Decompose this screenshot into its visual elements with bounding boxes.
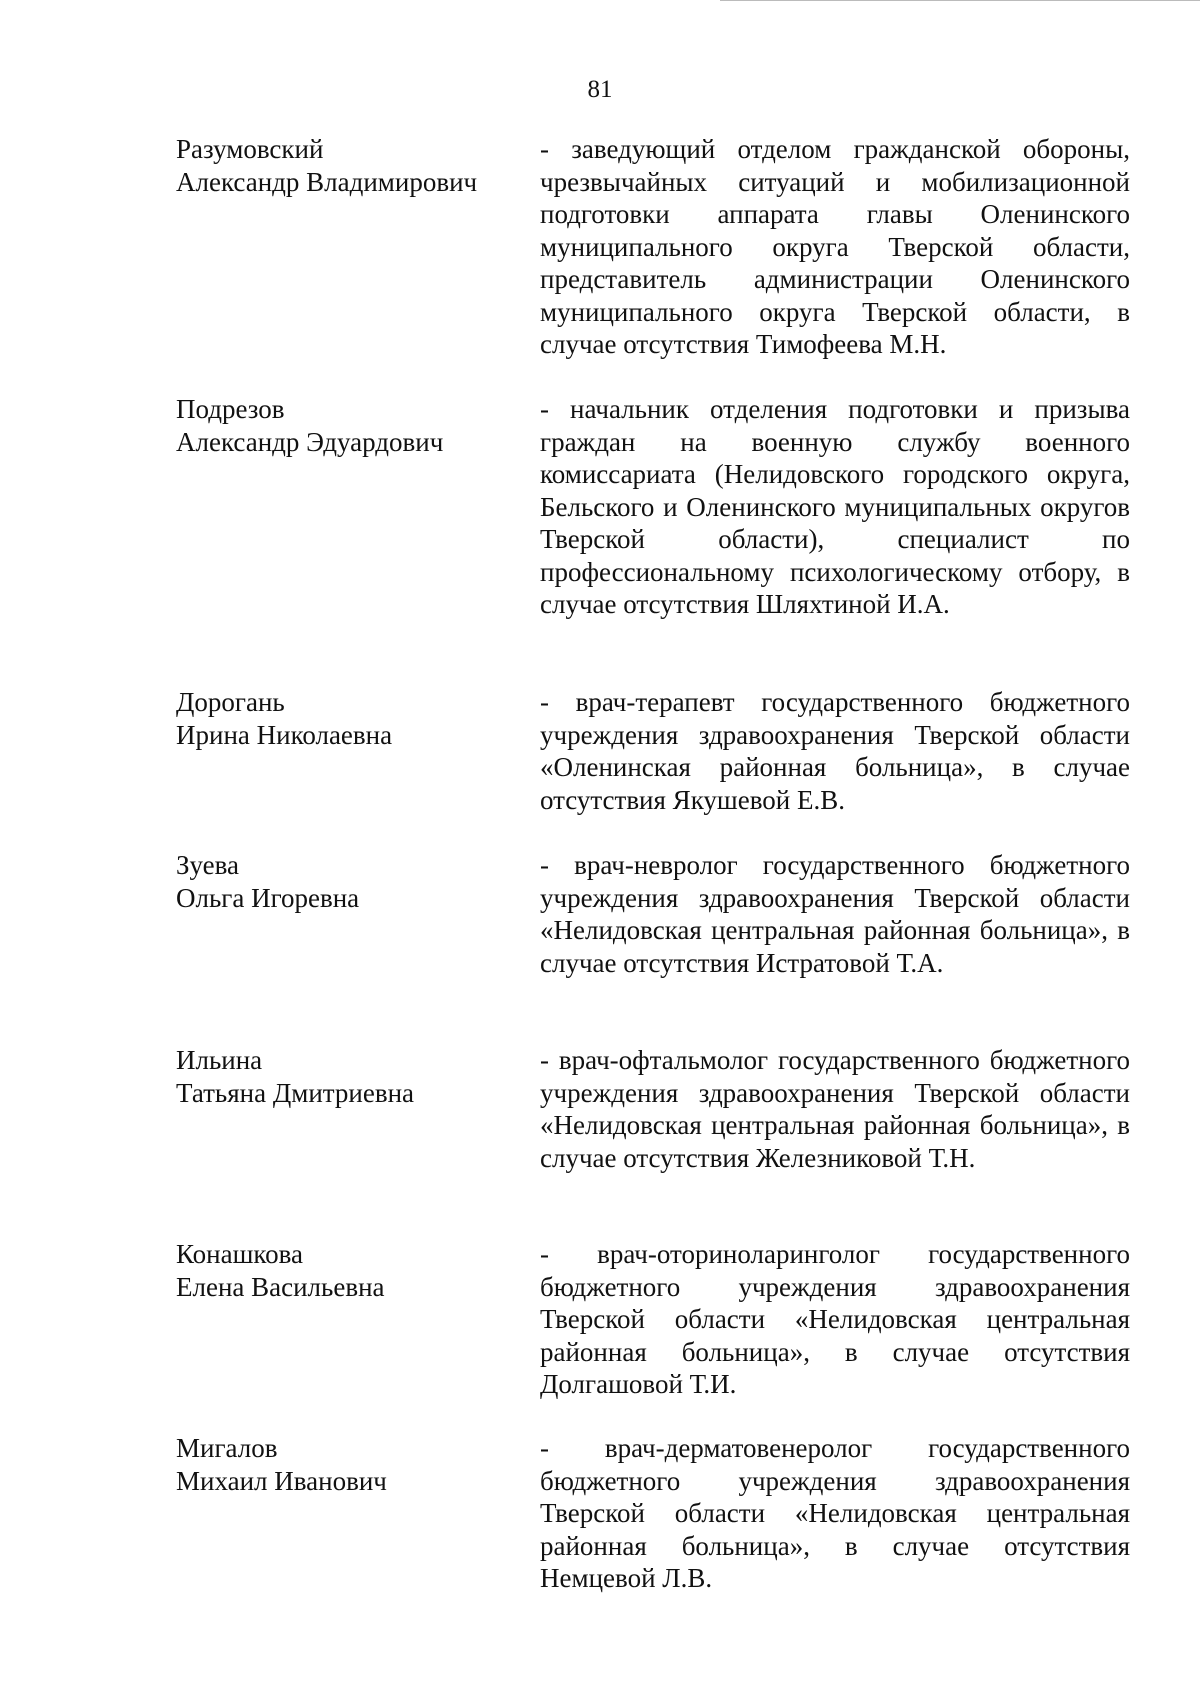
member-surname: Мигалов (176, 1433, 278, 1463)
member-position: - врач-офтальмолог государственного бюджетного учреждения здравоохранения Тверской области «Нелидовская центральная районная больница», в случае отсутствия Железниковой Т.Н. (540, 1045, 1130, 1173)
member-position: - заведующий отделом гражданской обороны, чрезвычайных ситуаций и мобилизационной подготовки аппарата главы Оленинского муниципального округа Тверской области, представитель администрации Оленинского муниципального округа Тверской области, в случае отсутствия Тимофеева М.Н. (540, 134, 1130, 359)
member-name (176, 133, 536, 198)
member-surname: Подрезов (176, 394, 285, 424)
member-given-names: Михаил Иванович (176, 1465, 387, 1496)
member-position: - начальник отделения подготовки и призыва граждан на военную службу военного комиссариата (Нелидовского городского округа, Бельского и Оленинского муниципальных округов Тверской области), специалист по профессиональному психологическому отбору, в случае отсутствия Шляхтиной И.А. (540, 394, 1130, 619)
member-position: - врач-терапевт государственного бюджетного учреждения здравоохранения Тверской области «Оленинская районная больница», в случае отсутствия Якушевой Е.В. (540, 687, 1130, 815)
member-name (176, 849, 536, 914)
member-surname: Ильина (176, 1045, 263, 1075)
member-name (176, 393, 536, 458)
member-surname: Разумовский (176, 134, 324, 164)
scan-edge-line (720, 0, 1200, 1)
member-given-names: Ольга Игоревна (176, 882, 360, 913)
member-surname: Зуева (176, 850, 240, 880)
member-surname: Конашкова (176, 1239, 304, 1269)
member-name (176, 1432, 536, 1497)
member-given-names: Татьяна Дмитриевна (176, 1077, 415, 1108)
member-given-names: Александр Владимирович (176, 166, 478, 197)
member-position: - врач-невролог государственного бюджетного учреждения здравоохранения Тверской области «Нелидовская центральная районная больница», в случае отсутствия Истратовой Т.А. (540, 850, 1130, 978)
member-name (176, 686, 536, 751)
member-name (176, 1238, 536, 1303)
member-surname: Дорогань (176, 687, 285, 717)
member-position: - врач-оториноларинголог государственного бюджетного учреждения здравоохранения Тверской области «Нелидовская центральная районная больница», в случае отсутствия Долгашовой Т.И. (540, 1239, 1130, 1399)
member-name (176, 1044, 536, 1109)
member-position: - врач-дерматовенеролог государственного бюджетного учреждения здравоохранения Тверской области «Нелидовская центральная районная больница», в случае отсутствия Немцевой Л.В. (540, 1433, 1130, 1593)
page-number: 81 (587, 76, 613, 103)
member-given-names: Александр Эдуардович (176, 426, 444, 457)
member-given-names: Ирина Николаевна (176, 719, 393, 750)
member-given-names: Елена Васильевна (176, 1271, 385, 1302)
